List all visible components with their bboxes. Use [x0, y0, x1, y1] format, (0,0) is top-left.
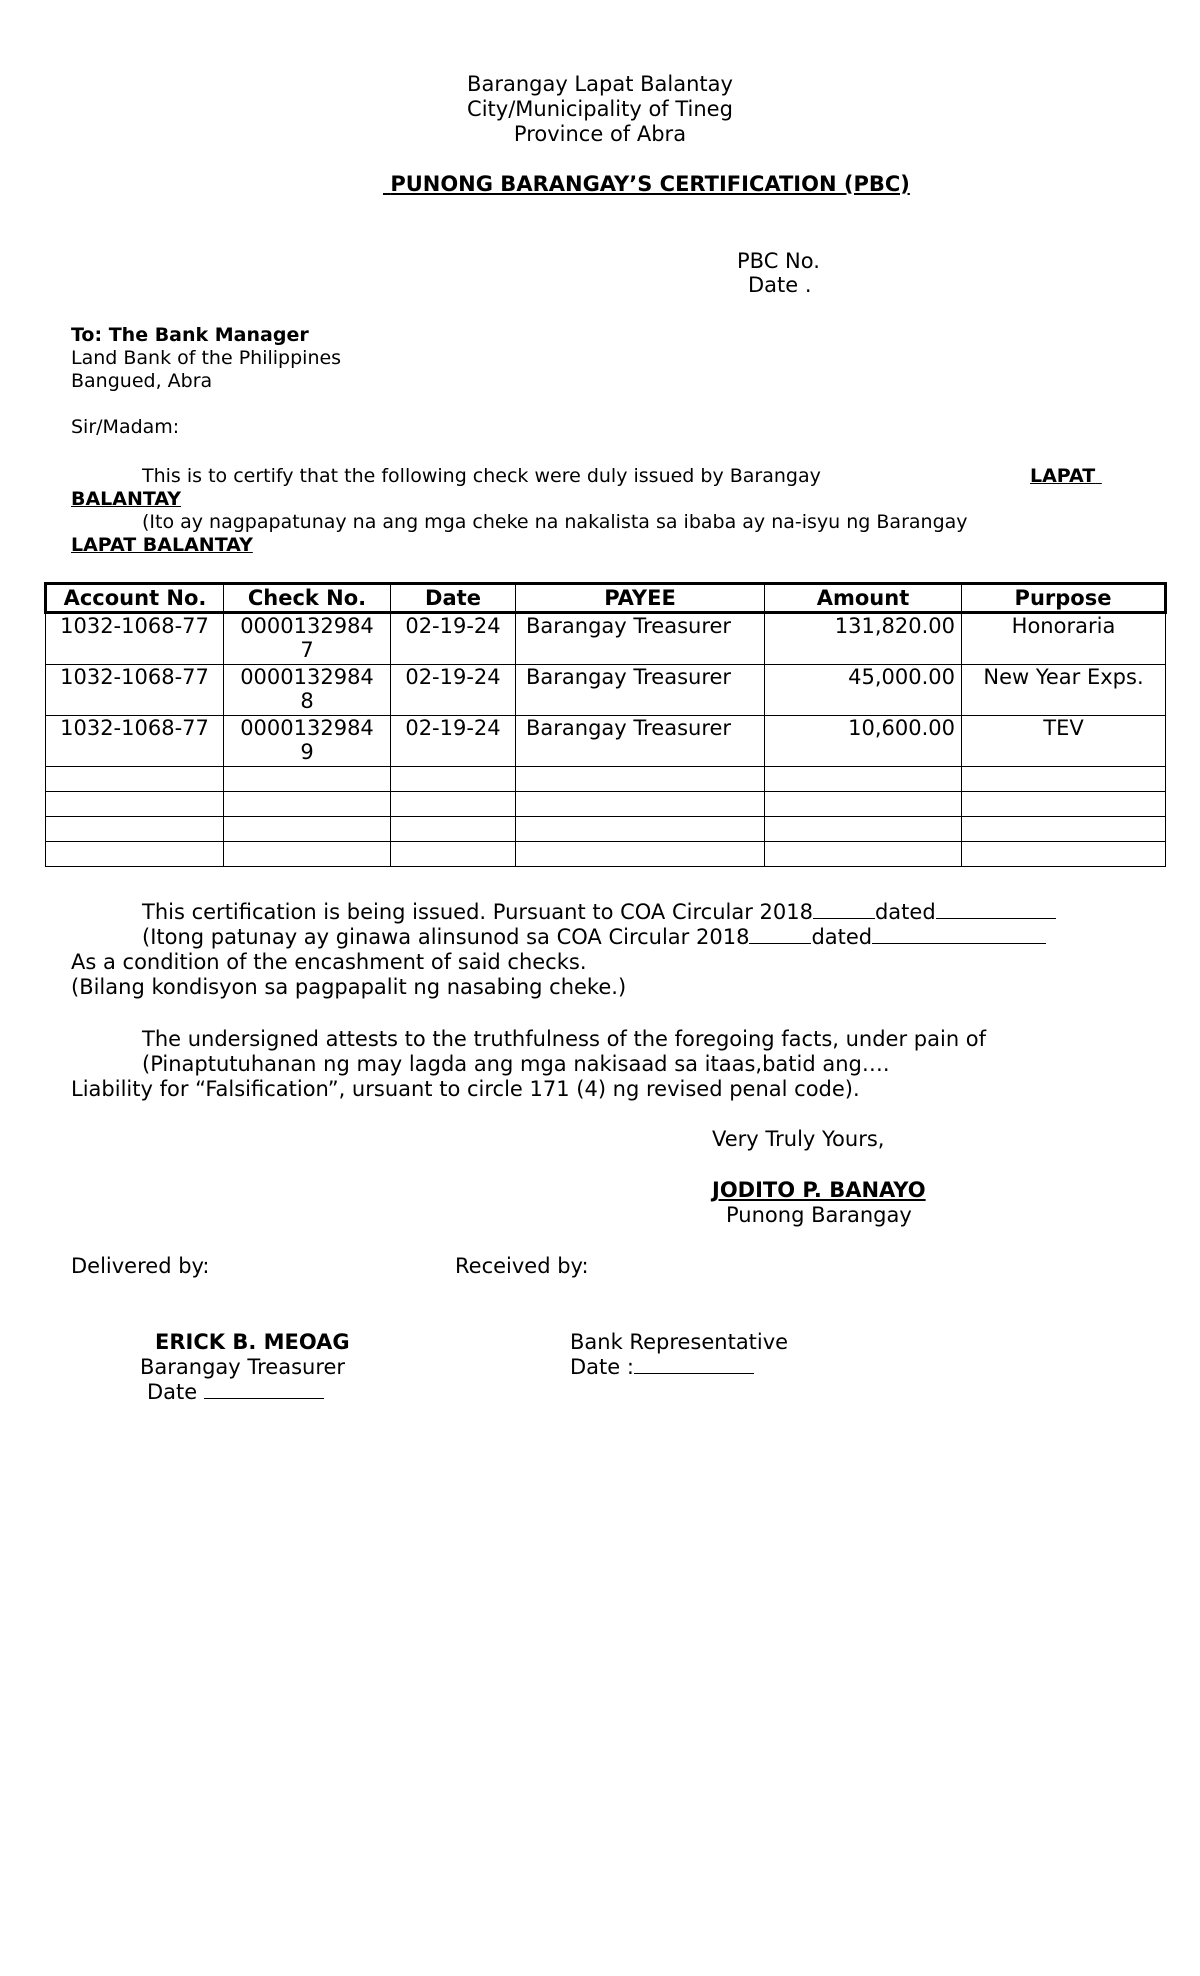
empty-row	[46, 767, 1166, 792]
bank-date: Date :	[570, 1355, 754, 1379]
column-header: PAYEE	[516, 584, 765, 613]
delivered-by-label: Delivered by:	[71, 1254, 210, 1278]
purpose: New Year Exps.	[962, 665, 1166, 716]
addressee-to: To: The Bank Manager	[71, 324, 309, 346]
treasurer-position: Barangay Treasurer	[140, 1355, 346, 1379]
barangay-name: Barangay Lapat Balantay	[467, 72, 733, 96]
payee: Barangay Treasurer	[516, 665, 765, 716]
treasurer-date: Date	[147, 1380, 324, 1404]
barangay-word-2: BALANTAY	[71, 488, 182, 510]
empty-row	[46, 817, 1166, 842]
purpose: TEV	[962, 716, 1166, 767]
column-header: Purpose	[962, 584, 1166, 613]
checks-table	[44, 582, 1167, 867]
barangay-full-name: LAPAT BALANTAY	[71, 534, 253, 556]
bank-location: Bangued, Abra	[71, 370, 213, 392]
province: Province of Abra	[513, 122, 687, 146]
barangay-word-1: LAPAT	[1030, 465, 1096, 487]
table-row	[46, 665, 1166, 716]
condition-line-tagalog: (Bilang kondisyon sa pagpapalit ng nasabing cheke.)	[71, 975, 627, 999]
check-date: 02-19-24	[391, 716, 516, 767]
condition-line: As a condition of the encashment of said checks.	[71, 950, 587, 974]
table-header-row	[46, 584, 1166, 613]
payee: Barangay Treasurer	[516, 613, 765, 665]
salutation: Sir/Madam:	[71, 416, 180, 438]
check-number: 0000132984 8	[224, 665, 391, 716]
table-row	[46, 716, 1166, 767]
purpose: Honoraria	[962, 613, 1166, 665]
account-number: 1032-1068-77	[46, 613, 224, 665]
attestation-line-tagalog: (Pinaptutuhanan ng may lagda ang mga nakisaad sa itaas,batid ang….	[142, 1052, 890, 1076]
intro-line-tagalog: (Ito ay nagpapatunay na ang mga cheke na nakalista sa ibaba ay na-isyu ng Barangay	[142, 511, 968, 533]
amount: 10,600.00	[765, 716, 962, 767]
certification-line-tagalog: (Itong patunay ay ginawa alinsunod sa COA Circular 2018 dated	[142, 925, 1046, 949]
column-header: Account No.	[46, 584, 224, 613]
closing: Very Truly Yours,	[712, 1127, 885, 1151]
amount: 45,000.00	[765, 665, 962, 716]
check-number: 0000132984 9	[224, 716, 391, 767]
payee: Barangay Treasurer	[516, 716, 765, 767]
column-header: Date	[391, 584, 516, 613]
check-date: 02-19-24	[391, 665, 516, 716]
treasurer-name: ERICK B. MEOAG	[155, 1330, 350, 1354]
bank-name: Land Bank of the Philippines	[71, 347, 342, 369]
check-date: 02-19-24	[391, 613, 516, 665]
amount: 131,820.00	[765, 613, 962, 665]
received-by-label: Received by:	[455, 1254, 589, 1278]
certification-line: This certification is being issued. Pursuant to COA Circular 2018 dated	[142, 900, 1056, 924]
pbc-number: PBC No.	[737, 249, 820, 273]
empty-row	[46, 792, 1166, 817]
intro-line: This is to certify that the following check were duly issued by Barangay	[142, 465, 821, 487]
account-number: 1032-1068-77	[46, 665, 224, 716]
attestation-line: The undersigned attests to the truthfulness of the foregoing facts, under pain of	[142, 1027, 987, 1051]
liability-line: Liability for “Falsification”, ursuant to circle 171 (4) ng revised penal code).	[71, 1077, 860, 1101]
bank-representative: Bank Representative	[570, 1330, 789, 1354]
table-row	[46, 613, 1166, 665]
column-header: Check No.	[224, 584, 391, 613]
signatory-position: Punong Barangay	[726, 1203, 912, 1227]
pbc-date: Date .	[748, 273, 812, 297]
check-number: 0000132984 7	[224, 613, 391, 665]
account-number: 1032-1068-77	[46, 716, 224, 767]
empty-row	[46, 842, 1166, 867]
signatory-name: JODITO P. BANAYO	[712, 1178, 926, 1202]
municipality: City/Municipality of Tineg	[467, 97, 733, 121]
column-header: Amount	[765, 584, 962, 613]
document-title: PUNONG BARANGAY’S CERTIFICATION (PBC)	[390, 172, 910, 196]
